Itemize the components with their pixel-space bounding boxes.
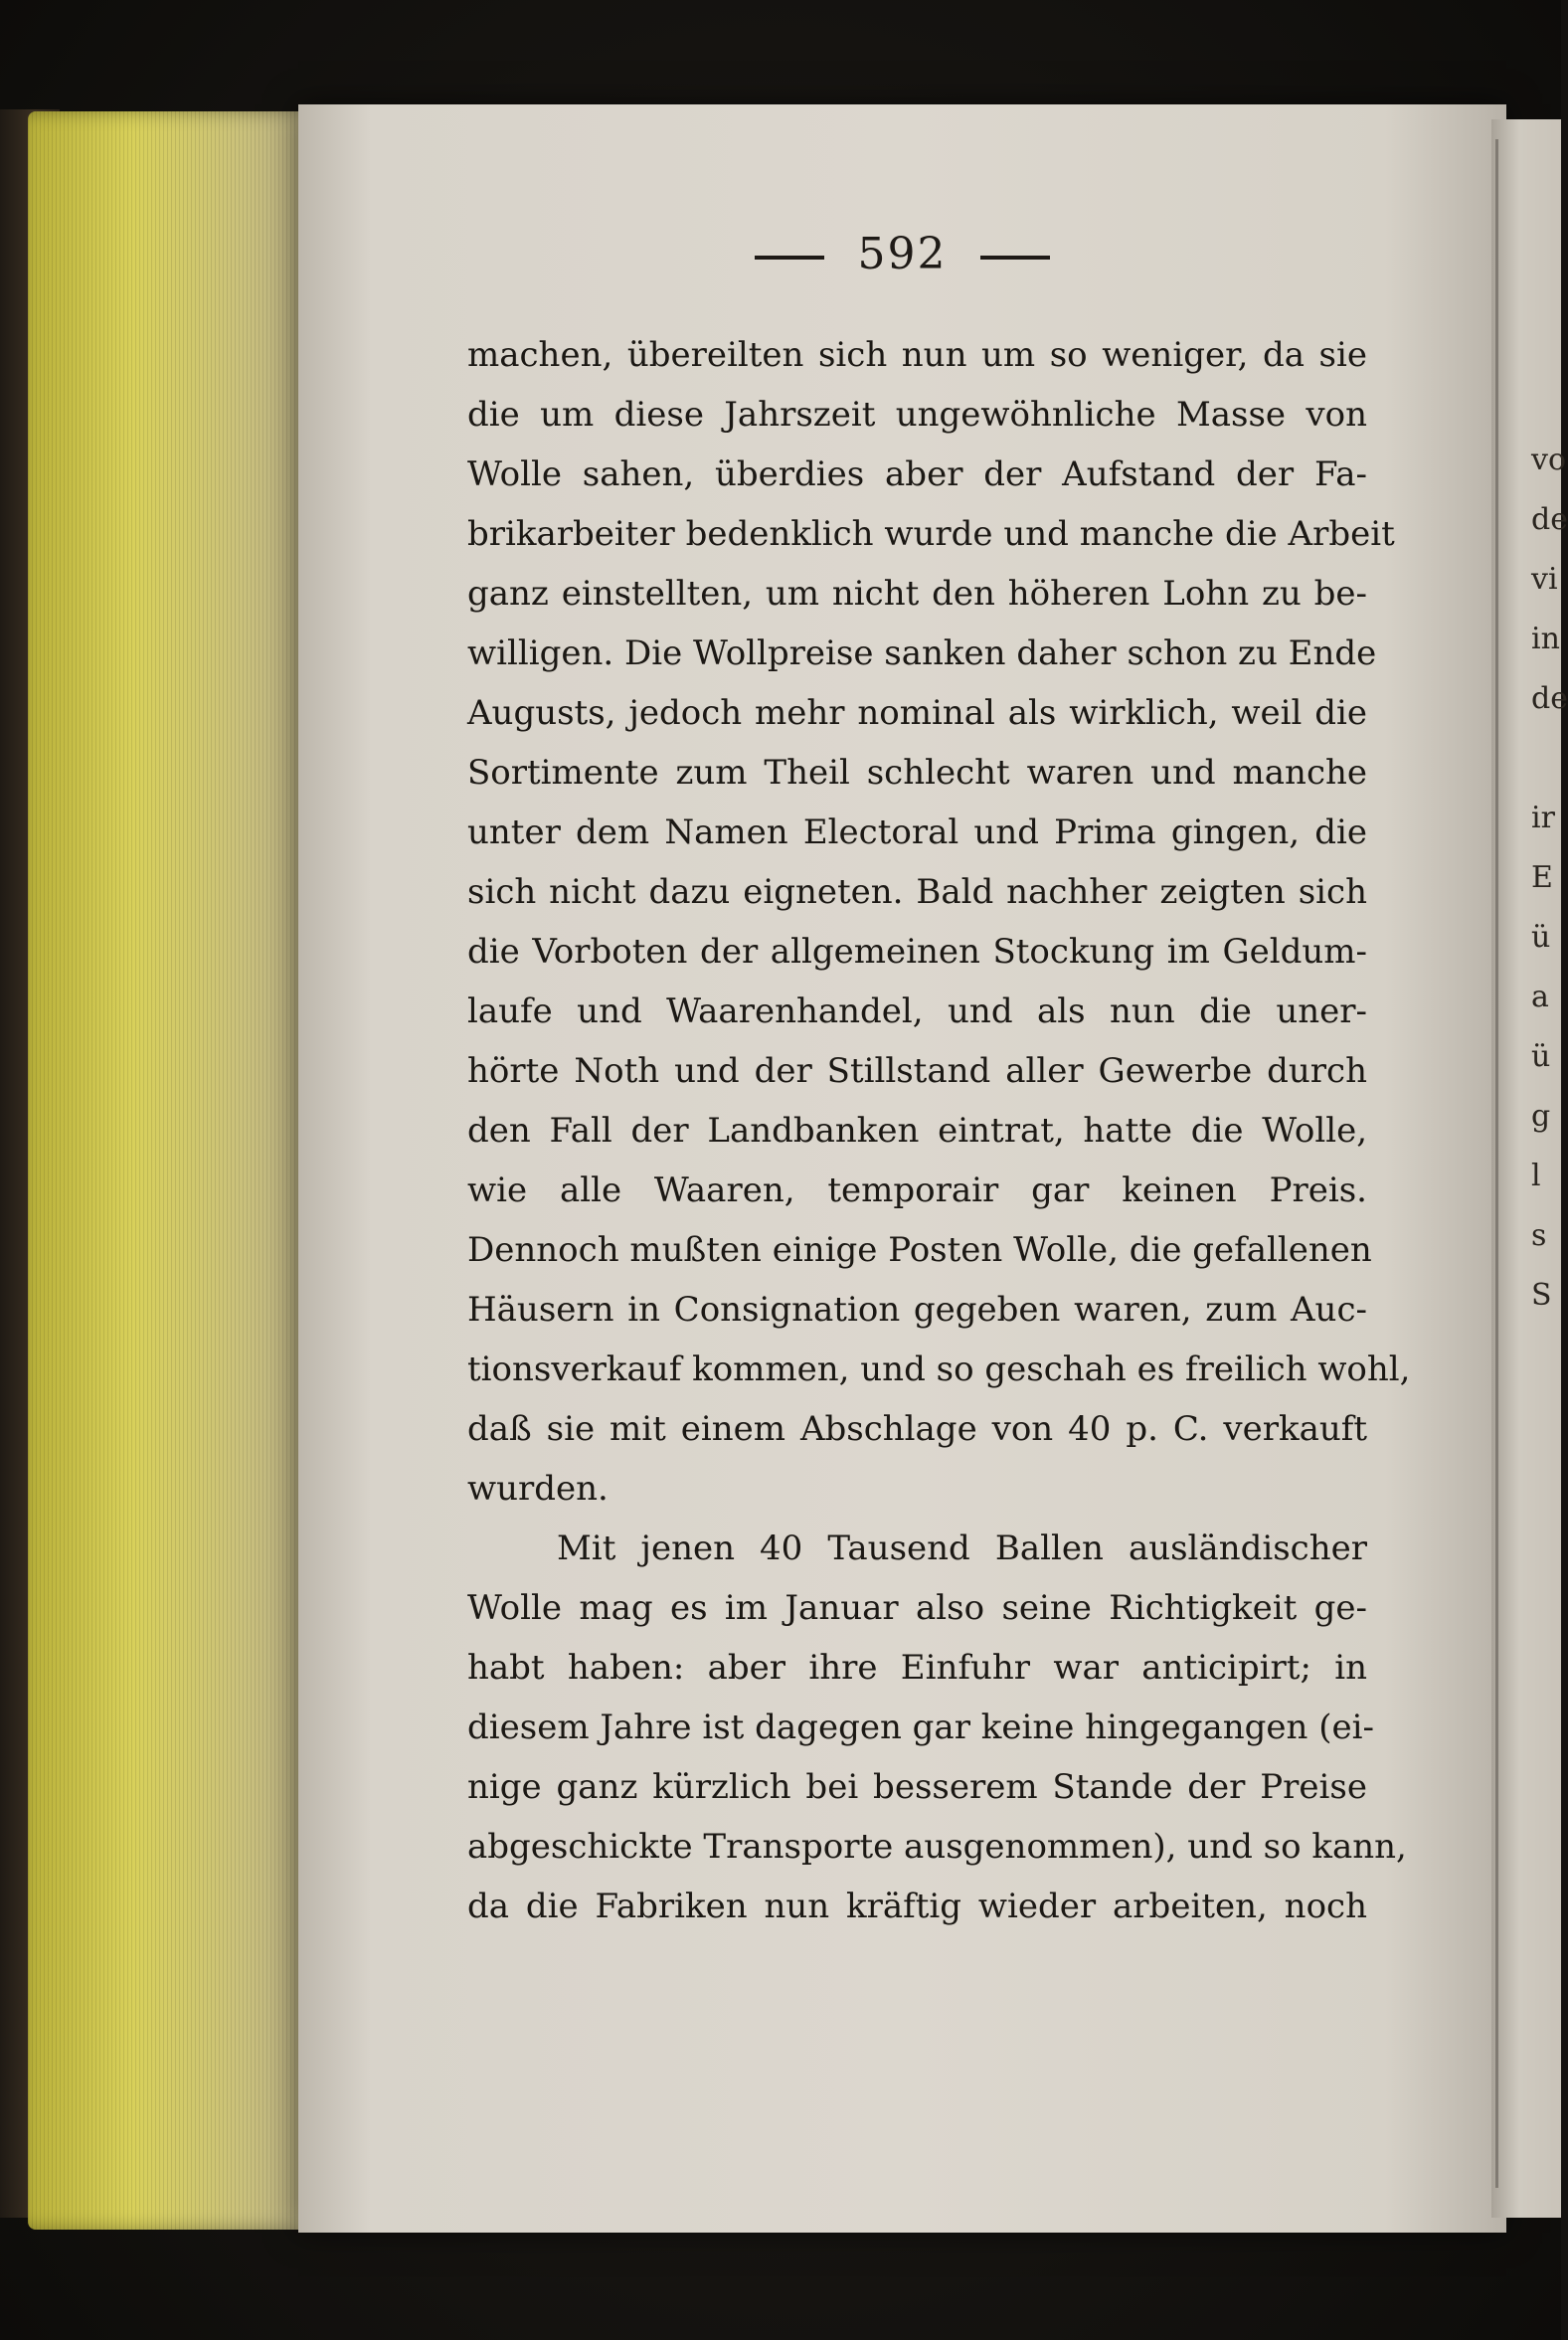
- gilded-page-edges: [28, 111, 326, 2230]
- text-line: sich nicht dazu eigneten. Bald nachher zeigten sich: [467, 872, 1367, 912]
- text-line: die Vorboten der allgemeinen Stockung im Geldum-: [467, 932, 1367, 972]
- facing-text-fragment: S: [1531, 1278, 1552, 1313]
- text-line: wie alle Waaren, temporair gar keinen Preis.: [467, 1170, 1367, 1210]
- text-line: Häusern in Consignation gegeben waren, zum Auc-: [467, 1290, 1367, 1330]
- facing-text-fragment: de: [1531, 502, 1568, 537]
- text-line: machen, übereilten sich nun um so weniger, da sie: [467, 335, 1367, 375]
- text-line: Sortimente zum Theil schlecht waren und manche: [467, 753, 1367, 793]
- page-number-value: 592: [857, 229, 948, 279]
- text-line: nige ganz kürzlich bei besserem Stande der Preise: [467, 1767, 1367, 1807]
- text-line: Mit jenen 40 Tausend Ballen ausländischer: [557, 1529, 1367, 1568]
- facing-text-fragment: E: [1531, 860, 1553, 895]
- text-line: willigen. Die Wollpreise sanken daher schon zu Ende: [467, 633, 1377, 673]
- text-line: wurden.: [467, 1469, 609, 1509]
- facing-text-fragment: a: [1531, 980, 1549, 1014]
- facing-text-fragment: ir: [1531, 801, 1555, 835]
- facing-text-fragment: de: [1531, 681, 1568, 716]
- facing-text-fragment: vo: [1531, 443, 1567, 477]
- text-line: hörte Noth und der Stillstand aller Gewerbe durch: [467, 1051, 1367, 1091]
- text-line: Wolle mag es im Januar also seine Richtigkeit ge-: [467, 1588, 1367, 1628]
- text-line: unter dem Namen Electoral und Prima gingen, die: [467, 812, 1367, 852]
- facing-text-fragment: l: [1531, 1159, 1541, 1193]
- page-number-dash-left: [755, 256, 824, 260]
- text-line: Augusts, jedoch mehr nominal als wirklich, weil die: [467, 693, 1367, 733]
- text-line: habt haben: aber ihre Einfuhr war anticipirt; in: [467, 1648, 1367, 1688]
- text-line: den Fall der Landbanken eintrat, hatte die Wolle,: [467, 1111, 1367, 1151]
- text-line: die um diese Jahrszeit ungewöhnliche Masse von: [467, 395, 1367, 435]
- text-line: Dennoch mußten einige Posten Wolle, die gefallenen: [467, 1230, 1372, 1270]
- page-number-dash-right: [980, 256, 1050, 260]
- text-line: Wolle sahen, überdies aber der Aufstand der Fa-: [467, 454, 1367, 494]
- text-line: brikarbeiter bedenklich wurde und manche die Arbeit: [467, 514, 1395, 554]
- facing-text-fragment: s: [1531, 1218, 1547, 1253]
- facing-text-fragment: ü: [1531, 1039, 1551, 1074]
- text-line: laufe und Waarenhandel, und als nun die uner-: [467, 991, 1367, 1031]
- facing-page-edge: [1491, 119, 1568, 2218]
- text-line: tionsverkauf kommen, und so geschah es freilich wohl,: [467, 1350, 1411, 1389]
- text-line: daß sie mit einem Abschlage von 40 p. C. verkauft: [467, 1409, 1367, 1449]
- facing-text-fragment: vi: [1531, 562, 1558, 597]
- facing-text-fragment: in: [1531, 622, 1560, 656]
- text-line: diesem Jahre ist dagegen gar keine hingegangen (ei-: [467, 1708, 1375, 1747]
- gutter-shadow: [1495, 139, 1498, 2188]
- book-page: [298, 104, 1506, 2233]
- body-text: [467, 325, 1411, 1936]
- text-line: ganz einstellten, um nicht den höheren Lohn zu be-: [467, 574, 1367, 614]
- facing-text-fragment: g: [1531, 1099, 1551, 1134]
- page-number: [298, 229, 1506, 279]
- facing-text-fragment: ü: [1531, 920, 1551, 955]
- text-line: abgeschickte Transporte ausgenommen), und so kann,: [467, 1827, 1407, 1867]
- text-line: da die Fabriken nun kräftig wieder arbeiten, noch: [467, 1887, 1367, 1926]
